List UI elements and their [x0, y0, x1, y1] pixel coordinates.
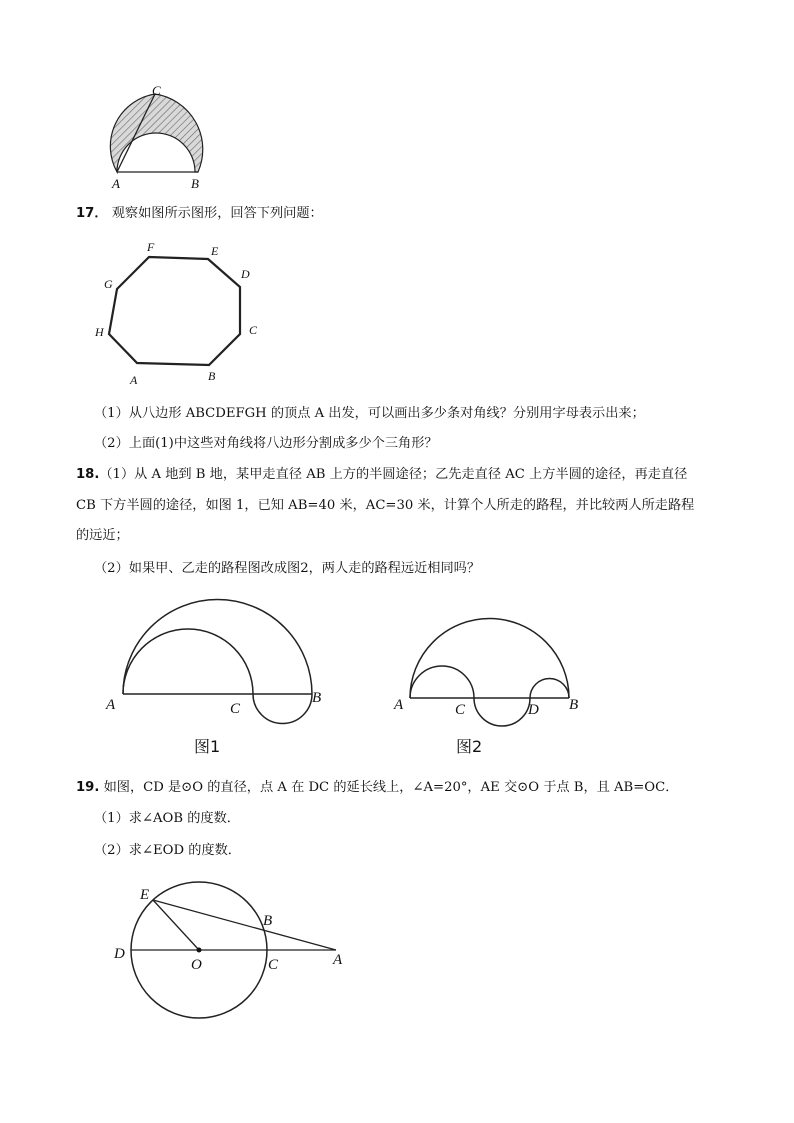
label-a: A — [106, 697, 116, 713]
figure-16-shaded-region — [84, 80, 214, 195]
label-b: B — [569, 697, 579, 713]
label-g: G — [104, 277, 113, 291]
label-b: B — [263, 913, 273, 929]
label-e: E — [140, 887, 150, 903]
question-19 — [76, 778, 678, 798]
label-c: C — [268, 957, 279, 973]
question-number: 18. — [76, 467, 100, 482]
octagon — [109, 257, 240, 365]
figure-octagon — [90, 238, 270, 388]
semicircle-ac — [410, 666, 474, 698]
question-18-part-2: （2）如果甲、乙走的路程图改成图2，两人走的路程远近相同吗？ — [94, 561, 481, 576]
label-o: O — [191, 957, 202, 973]
question-19-part-1: （1）求∠AOB 的度数． — [94, 811, 240, 826]
label-a: A — [112, 176, 120, 191]
label-b: B — [191, 176, 199, 191]
label-d: D — [114, 946, 125, 962]
question-text: （1）从 A 地到 B 地，某甲走直径 AB 上方的半圆途径；乙先走直径 AC 上方半圆的途径，再走直径 — [99, 467, 688, 482]
caption-fig-1: 图1 — [194, 737, 221, 756]
semicircle-db — [530, 679, 569, 698]
question-number: 19. — [76, 780, 100, 795]
figure-18-1 — [100, 596, 340, 761]
line-ea — [153, 900, 336, 950]
label-a: A — [394, 697, 404, 713]
semicircle-ac — [123, 629, 253, 694]
question-18-line-2: CB 下方半圆的途径，如图 1，已知 AB=40 米，AC=30 米，计算个人所走的路程，并比较两人所走路程 — [76, 498, 695, 513]
question-text: 观察如图所示图形，回答下列问题： — [111, 206, 323, 221]
question-17-part-1: （1）从八边形 ABCDEFGH 的顶点 A 出发，可以画出多少条对角线？分别用字母表示出来； — [94, 406, 645, 421]
semicircle-ab — [410, 619, 569, 699]
question-text: 如图，CD 是⊙O 的直径，点 A 在 DC 的延长线上，∠A=20°，AE 交⊙O 于点 B，且 AB=OC． — [103, 780, 679, 795]
label-c: C — [230, 701, 241, 717]
center-point — [197, 948, 202, 953]
label-h: H — [95, 325, 104, 339]
label-c: C — [249, 323, 258, 337]
shaded-region — [110, 94, 202, 172]
label-d: D — [241, 267, 250, 281]
label-b: B — [208, 369, 216, 383]
caption-fig-2: 图2 — [456, 737, 483, 756]
label-d: D — [528, 702, 539, 718]
label-c: C — [455, 702, 466, 718]
figure-18-2 — [388, 610, 598, 760]
question-18-line-1 — [76, 465, 687, 485]
question-18-line-3: 的远近； — [76, 528, 129, 543]
label-a: A — [333, 952, 343, 968]
label-b: B — [312, 690, 322, 706]
label-a: A — [130, 373, 138, 387]
line-eo — [153, 900, 199, 950]
semicircle-ab — [123, 600, 312, 695]
question-17 — [76, 204, 323, 224]
label-c: C — [152, 83, 161, 98]
figure-19-circle — [110, 875, 355, 1025]
question-17-part-2: （2）上面(1)中这些对角线将八边形分割成多少个三角形？ — [94, 436, 438, 451]
label-e: E — [211, 244, 219, 258]
label-f: F — [147, 240, 155, 254]
semicircle-cd — [474, 698, 530, 726]
question-19-part-2: （2）求∠EOD 的度数． — [94, 843, 241, 858]
semicircle-cb — [253, 694, 312, 724]
question-number: 17． — [76, 206, 108, 221]
